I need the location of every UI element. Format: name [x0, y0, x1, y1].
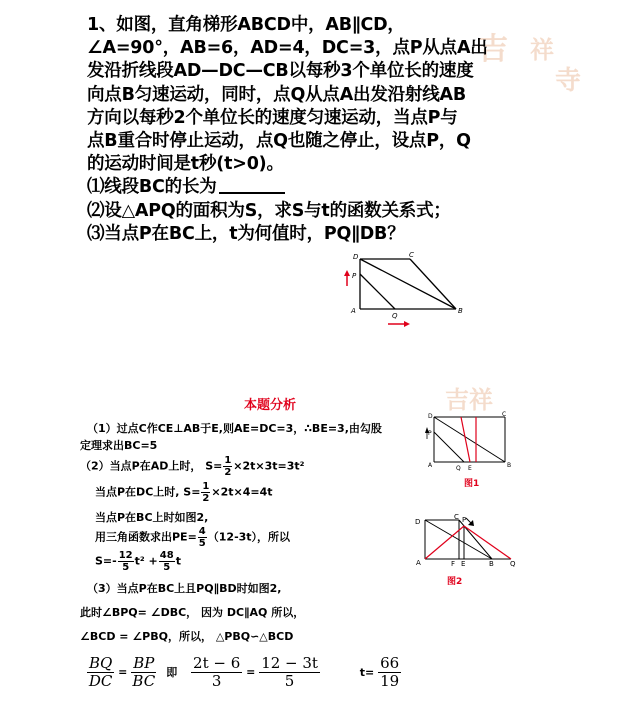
problem-line: ∠A=90°，AB=6，AD=4，DC=3，点P从点A出: [87, 38, 488, 59]
solution-line: [95, 550, 181, 573]
watermark-char: 吉祥: [445, 385, 493, 414]
solution-text: ×2t×4=4t: [211, 485, 273, 499]
label-E: E: [468, 465, 472, 472]
label-C: C: [502, 411, 507, 418]
label-C: C: [454, 513, 459, 521]
fraction: [259, 655, 320, 690]
numerator: 2t − 6: [193, 654, 241, 672]
denominator: DC: [88, 672, 113, 690]
fraction: [131, 655, 156, 690]
label-C: C: [409, 251, 414, 259]
numerator: 1: [202, 481, 210, 492]
solution-line: （3）当点P在BC上且PQ∥BD时如图2,: [87, 582, 282, 595]
denominator: 5: [284, 672, 295, 690]
problem-line: 发沿折线段AD—DC—CB以每秒3个单位长的速度: [87, 61, 474, 82]
fraction: [159, 550, 175, 573]
denominator: 5: [198, 538, 206, 549]
label-B: B: [458, 307, 463, 315]
problem-statement: [87, 14, 527, 246]
solution-line: [95, 526, 290, 549]
denominator: 3: [211, 672, 222, 690]
solution-text: t² +: [134, 554, 158, 568]
label-P: P: [428, 430, 432, 437]
fraction: [191, 655, 242, 690]
numerator: 12: [118, 550, 133, 561]
solution-line: [95, 481, 273, 504]
figure-1-caption: 图1: [464, 479, 480, 489]
label-A: A: [416, 559, 421, 567]
equals-sign: =: [246, 665, 256, 679]
numerator: BP: [133, 654, 155, 672]
denominator: 5: [122, 562, 130, 573]
fraction: [118, 550, 134, 573]
solution-text: ×2t×3t=3t²: [233, 459, 305, 473]
question-2: ⑵设△APQ的面积为S，求S与t的函数关系式；: [87, 200, 451, 221]
solution-text: （2）当点P在AD上时， S=: [80, 459, 223, 473]
solution-line: 定理求出BC=5: [80, 439, 158, 452]
final-equation: [87, 655, 401, 690]
label-B: B: [507, 462, 512, 469]
label-Q: Q: [392, 312, 398, 320]
problem-line: 点B重合时停止运动，点Q也随之停止，设点P，Q: [87, 131, 471, 152]
solution-text: 用三角函数求出PE=: [95, 530, 197, 544]
label-D: D: [428, 413, 433, 420]
numerator: 48: [159, 550, 174, 561]
solution-text: （12-3t），所以: [207, 530, 291, 544]
label-P: P: [352, 272, 357, 280]
fraction: [201, 481, 210, 504]
denominator: BC: [132, 672, 156, 690]
analysis-title: 本题分析: [244, 398, 297, 413]
fraction: [198, 526, 207, 549]
numerator: 4: [198, 526, 206, 537]
figure-1: [420, 410, 520, 472]
question-3: ⑶当点P在BC上，t为何值时，PQ∥DB？: [87, 223, 405, 244]
denominator: 2: [202, 493, 210, 504]
label-B: B: [489, 560, 494, 568]
solution-line: 此时∠BPQ= ∠DBC， 因为 DC∥AQ 所以，: [80, 606, 305, 619]
label-E: E: [461, 560, 466, 568]
denominator: 5: [163, 562, 171, 573]
solution-line: （1）过点C作CE⊥AB于E,则AE=DC=3，∴BE=3,由勾股: [87, 422, 382, 435]
solution-line: [80, 455, 305, 478]
denominator: 19: [380, 672, 400, 690]
figure-2: [412, 510, 522, 572]
watermark-char: 吉: [478, 32, 508, 67]
label-D: D: [353, 253, 359, 261]
solution-text: 当点P在DC上时, S=: [95, 485, 201, 499]
numerator: 1: [224, 455, 232, 466]
solution-text: t: [175, 554, 181, 568]
trapezoid-figure: [338, 248, 478, 333]
label-F: F: [451, 560, 456, 568]
label-Q: Q: [510, 560, 516, 568]
solution-text: S=-: [95, 554, 117, 568]
denominator: 2: [224, 467, 232, 478]
numerator: BQ: [89, 654, 113, 672]
problem-line: 向点B匀速运动，同时，点Q从点A出发沿射线AB: [87, 84, 467, 105]
question-1: [87, 176, 527, 199]
question-1-text: ⑴线段BC的长为: [87, 177, 217, 198]
label-P: P: [462, 516, 467, 524]
watermark-char: 寺: [555, 66, 582, 96]
problem-line: 的运动时间是t秒(t>0)。: [87, 154, 284, 175]
figure-2-caption: 图2: [447, 577, 463, 587]
label-A: A: [351, 307, 356, 315]
solution-text: 即: [166, 665, 178, 679]
fraction: [87, 655, 114, 690]
problem-line: 1、如图，直角梯形ABCD中，AB∥CD，: [87, 15, 405, 35]
fraction: [223, 455, 232, 478]
label-A: A: [428, 462, 433, 469]
solution-line: ∠BCD = ∠PBQ，所以， △PBQ∽△BCD: [80, 630, 294, 643]
label-Q: Q: [456, 465, 461, 472]
watermark-char: 祥: [530, 35, 554, 64]
solution-text: t=: [359, 665, 375, 679]
equals-sign: =: [118, 665, 128, 679]
numerator: 12 − 3t: [261, 654, 318, 672]
problem-line: 方向以每秒2个单位长的速度匀速运动，当点P与: [87, 107, 458, 128]
label-D: D: [415, 518, 421, 526]
numerator: 66: [380, 654, 400, 672]
fraction: [378, 655, 401, 690]
solution-line: 当点P在BC上时如图2,: [95, 511, 209, 524]
answer-blank: [219, 176, 285, 194]
